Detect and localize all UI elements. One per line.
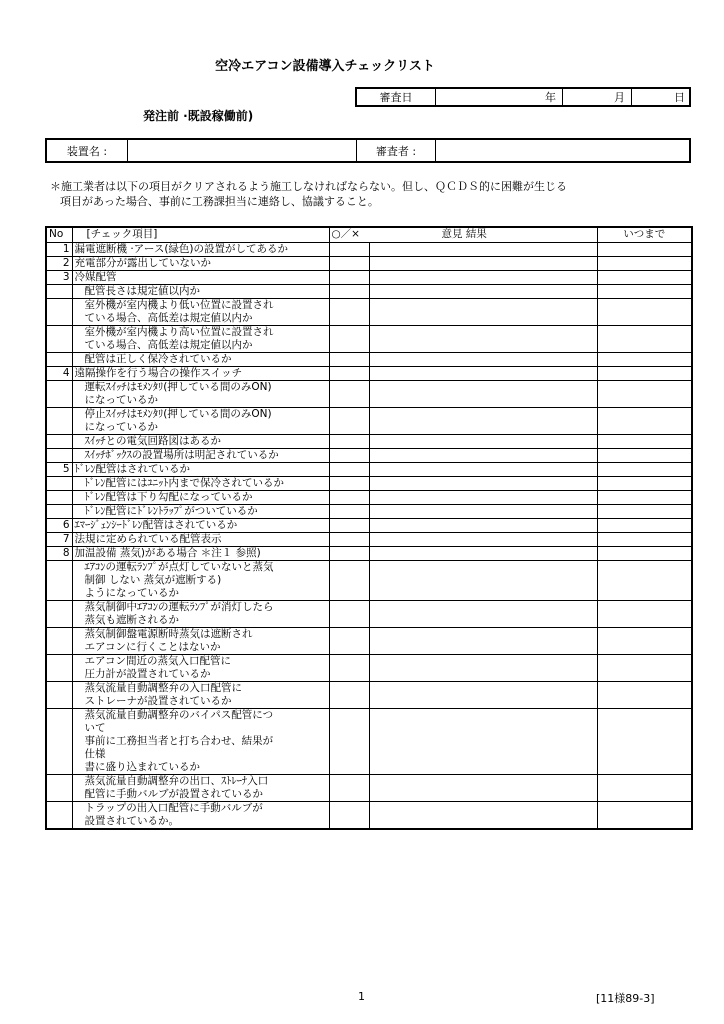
row-number [46,408,72,435]
reviewer-label: 審査者 : [357,139,436,162]
row-number [46,601,72,628]
row-number [46,449,72,463]
checklist-row [46,243,692,257]
instruction-note [50,179,567,209]
checklist-row [46,491,692,505]
opinion-result-cell[interactable] [369,367,597,381]
opinion-result-cell[interactable] [369,561,597,601]
deadline-cell[interactable] [597,505,692,519]
check-item-text: ｴﾏｰｼﾞｪﾝｼｰﾄﾞﾚﾝ配管はされているか [72,519,329,533]
deadline-cell[interactable] [597,299,692,326]
row-number [46,655,72,682]
opinion-result-cell[interactable] [369,326,597,353]
page-number: 1 [358,990,365,1003]
header-opinion: 意見 結果 [441,228,487,240]
check-result-cell[interactable] [329,271,369,285]
check-item-text: ｽｲｯﾁとの電気回路図はあるか [72,435,329,449]
check-item-text: 蒸気制御中ｴｱｺﾝの運転ﾗﾝﾌﾟが消灯したら 蒸気も遮断されるか [72,601,329,628]
check-item-text: 配管は正しく保冷されているか [72,353,329,367]
check-item-text: 加温設備 蒸気)がある場合 ＊注１ 参照) [72,547,329,561]
opinion-result-cell[interactable] [369,299,597,326]
check-item-text: ﾄﾞﾚﾝ配管にﾄﾞﾚﾝﾄﾗｯﾌﾟがついているか [72,505,329,519]
check-item-text: ｽｲｯﾁﾎﾞｯｸｽの設置場所は明記されているか [72,449,329,463]
checklist-row [46,628,692,655]
row-number: 1 [46,243,72,257]
review-year[interactable]: 年 [436,88,563,106]
row-number [46,491,72,505]
checklist-row [46,775,692,802]
check-item-text: 蒸気流量自動調整弁の入口配管に ストレーナが設置されているか [72,682,329,709]
check-result-cell[interactable] [329,381,369,408]
opinion-result-cell[interactable] [369,505,597,519]
check-result-cell[interactable] [329,561,369,601]
check-item-text: ｴｱｺﾝの運転ﾗﾝﾌﾟが点灯していないと蒸気 制御 しない 蒸気が遮断する) ようになっているか [72,561,329,601]
checklist-row [46,299,692,326]
check-item-text: 蒸気制御盤電源断時蒸気は遮断され エアコンに行くことはないか [72,628,329,655]
check-item-text: 漏電遮断機 ·アース(緑色)の設置がしてあるか [72,243,329,257]
opinion-result-cell[interactable] [369,655,597,682]
check-item-text: ﾄﾞﾚﾝ配管にはﾕﾆｯﾄ内まで保冷されているか [72,477,329,491]
check-result-cell[interactable] [329,463,369,477]
device-name-field[interactable] [128,139,357,162]
checklist-row [46,257,692,271]
check-item-text: 運転ｽｲｯﾁはﾓﾒﾝﾀﾘ(押している間のみON) になっているか [72,381,329,408]
opinion-result-cell[interactable] [369,381,597,408]
deadline-cell[interactable] [597,435,692,449]
opinion-result-cell[interactable] [369,491,597,505]
device-table [45,138,691,163]
check-result-cell[interactable] [329,775,369,802]
row-number [46,682,72,709]
deadline-cell[interactable] [597,655,692,682]
opinion-result-cell[interactable] [369,601,597,628]
check-result-cell[interactable] [329,628,369,655]
device-name-label: 装置名 : [46,139,128,162]
row-number: 7 [46,533,72,547]
review-month[interactable]: 月 [563,88,632,106]
checklist-row [46,435,692,449]
check-result-cell[interactable] [329,601,369,628]
checklist-row [46,682,692,709]
check-result-cell[interactable] [329,353,369,367]
check-item-text: ﾄﾞﾚﾝ配管はされているか [72,463,329,477]
check-result-cell[interactable] [329,519,369,533]
header-deadline: いつまで [597,227,692,243]
row-number [46,561,72,601]
row-number [46,326,72,353]
check-result-cell[interactable] [329,477,369,491]
checklist-row [46,519,692,533]
checklist-row [46,655,692,682]
check-result-cell[interactable] [329,435,369,449]
header-item: [チェック項目] [72,227,329,243]
reviewer-field[interactable] [436,139,691,162]
deadline-cell[interactable] [597,601,692,628]
note-line-2: 項目があった場合、事前に工務課担当に連絡し、協議すること。 [60,195,379,208]
check-result-cell[interactable] [329,449,369,463]
checklist-row [46,367,692,381]
check-result-cell[interactable] [329,408,369,435]
check-item-text: 室外機が室内機より低い位置に設置され ている場合、高低差は規定値以内か [72,299,329,326]
header-no: No [46,227,72,243]
check-result-cell[interactable] [329,533,369,547]
checklist-body [46,243,692,830]
title-text: 空冷エアコン設備導入チェックリスト [215,59,435,74]
header-check-opinion [329,227,597,243]
opinion-result-cell[interactable] [369,802,597,830]
check-item-text: エアコン間近の蒸気入口配管に 圧力計が設置されているか [72,655,329,682]
opinion-result-cell[interactable] [369,449,597,463]
opinion-result-cell[interactable] [369,408,597,435]
opinion-result-cell[interactable] [369,533,597,547]
deadline-cell[interactable] [597,243,692,257]
review-date-table [355,87,691,107]
page-title [0,55,650,74]
review-day[interactable]: 日 [632,88,691,106]
check-result-cell[interactable] [329,326,369,353]
row-number [46,435,72,449]
row-number: 6 [46,519,72,533]
opinion-result-cell[interactable] [369,519,597,533]
deadline-cell[interactable] [597,628,692,655]
checklist-row [46,709,692,775]
checklist-header-row [46,227,692,243]
deadline-cell[interactable] [597,491,692,505]
review-date-label: 審査日 [356,88,436,106]
deadline-cell[interactable] [597,802,692,830]
check-item-text: 遠隔操作を行う場合の操作スイッチ [72,367,329,381]
row-number [46,299,72,326]
row-number: 8 [46,547,72,561]
deadline-cell[interactable] [597,353,692,367]
checklist-row [46,285,692,299]
row-number [46,709,72,775]
note-line-1: ＊施工業者は以下の項目がクリアされるよう施工しなければならない。但し、ＱＣＤＳ的に困難が生じる [50,180,567,193]
opinion-result-cell[interactable] [369,628,597,655]
subtitle: 発注前 ·既設稼働前) [143,109,254,123]
check-item-text: ﾄﾞﾚﾝ配管は下り勾配になっているか [72,491,329,505]
opinion-result-cell[interactable] [369,243,597,257]
row-number [46,802,72,830]
deadline-cell[interactable] [597,775,692,802]
check-result-cell[interactable] [329,367,369,381]
opinion-result-cell[interactable] [369,775,597,802]
row-number [46,628,72,655]
deadline-cell[interactable] [597,449,692,463]
opinion-result-cell[interactable] [369,271,597,285]
check-item-text: 蒸気流量自動調整弁の出口、ｽﾄﾚｰﾅ入口 配管に手動バルブが設置されているか [72,775,329,802]
check-result-cell[interactable] [329,505,369,519]
row-number: 2 [46,257,72,271]
deadline-cell[interactable] [597,367,692,381]
checklist-row [46,601,692,628]
deadline-cell[interactable] [597,257,692,271]
deadline-cell[interactable] [597,271,692,285]
deadline-cell[interactable] [597,709,692,775]
check-item-text: トラップの出入口配管に手動バルブが 設置されているか。 [72,802,329,830]
opinion-result-cell[interactable] [369,463,597,477]
opinion-result-cell[interactable] [369,435,597,449]
row-number: 5 [46,463,72,477]
row-number [46,381,72,408]
checklist-row [46,271,692,285]
check-result-cell[interactable] [329,257,369,271]
row-number [46,477,72,491]
form-code: [11様89-3] [596,992,655,1005]
checklist-row [46,505,692,519]
deadline-cell[interactable] [597,533,692,547]
check-item-text: 蒸気流量自動調整弁のバイパス配管につ いて 事前に工務担当者と打ち合わせ、結果が 仕様 書に盛り込まれているか [72,709,329,775]
checklist-row [46,463,692,477]
opinion-result-cell[interactable] [369,709,597,775]
checklist-row [46,533,692,547]
deadline-cell[interactable] [597,408,692,435]
row-number [46,353,72,367]
check-result-cell[interactable] [329,243,369,257]
row-number [46,505,72,519]
opinion-result-cell[interactable] [369,547,597,561]
check-item-text: 冷媒配管 [72,271,329,285]
check-result-cell[interactable] [329,709,369,775]
deadline-cell[interactable] [597,547,692,561]
checklist-row [46,353,692,367]
opinion-result-cell[interactable] [369,257,597,271]
check-result-cell[interactable] [329,547,369,561]
check-item-text: 配管長さは規定値以内か [72,285,329,299]
deadline-cell[interactable] [597,561,692,601]
checklist-row [46,477,692,491]
header-check: ○／× [331,228,360,240]
opinion-result-cell[interactable] [369,682,597,709]
opinion-result-cell[interactable] [369,285,597,299]
checklist-row [46,381,692,408]
deadline-cell[interactable] [597,477,692,491]
deadline-cell[interactable] [597,381,692,408]
deadline-cell[interactable] [597,682,692,709]
check-result-cell[interactable] [329,491,369,505]
deadline-cell[interactable] [597,519,692,533]
row-number [46,285,72,299]
check-item-text: 室外機が室内機より高い位置に設置され ている場合、高低差は規定値以内か [72,326,329,353]
check-result-cell[interactable] [329,285,369,299]
checklist-row [46,449,692,463]
check-result-cell[interactable] [329,802,369,830]
deadline-cell[interactable] [597,285,692,299]
opinion-result-cell[interactable] [369,353,597,367]
check-item-text: 充電部分が露出していないか [72,257,329,271]
row-number [46,775,72,802]
check-item-text: 停止ｽｲｯﾁはﾓﾒﾝﾀﾘ(押している間のみON) になっているか [72,408,329,435]
checklist-row [46,561,692,601]
deadline-cell[interactable] [597,326,692,353]
check-result-cell[interactable] [329,299,369,326]
checklist-row [46,547,692,561]
check-result-cell[interactable] [329,655,369,682]
deadline-cell[interactable] [597,463,692,477]
checklist-row [46,802,692,830]
checklist-row [46,408,692,435]
checklist-table [45,226,693,830]
check-item-text: 法規に定められている配管表示 [72,533,329,547]
row-number: 3 [46,271,72,285]
check-result-cell[interactable] [329,682,369,709]
checklist-row [46,326,692,353]
opinion-result-cell[interactable] [369,477,597,491]
row-number: 4 [46,367,72,381]
